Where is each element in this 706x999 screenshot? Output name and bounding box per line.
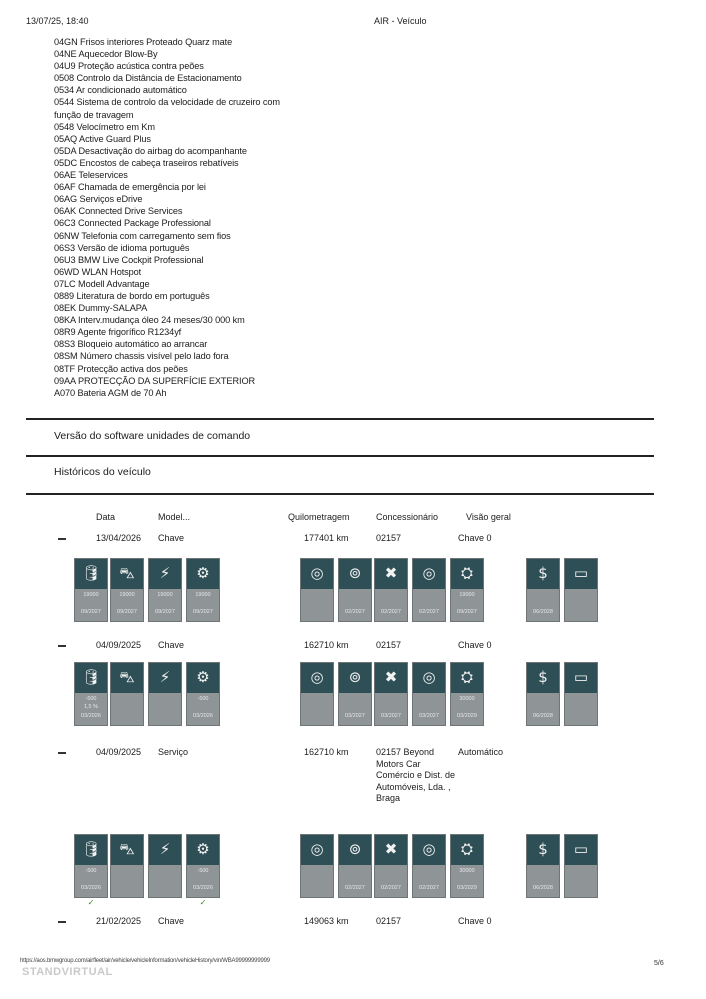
- tile-value: 03/2026: [193, 885, 213, 891]
- vehicle-check-icon: ✖: [384, 840, 398, 858]
- cell-overview: Automático: [458, 747, 504, 757]
- service-tile[interactable]: [74, 662, 108, 726]
- option-item: 05DC Encostos de cabeça traseiros rebatíveis: [54, 157, 239, 168]
- car-service-icon: ⛍: [119, 840, 135, 858]
- tile-value: -500: [85, 696, 97, 702]
- option-item: 06WD WLAN Hotspot: [54, 266, 142, 277]
- option-item: 08TF Protecção activa dos peões: [54, 363, 188, 374]
- tile-value: 02/2027: [419, 885, 439, 891]
- option-item: 0534 Ar condicionado automático: [54, 85, 187, 96]
- vehicle-check-icon: ✖: [384, 668, 398, 686]
- option-item: 08SM Número chassis visível pelo lado fora: [54, 351, 229, 362]
- tile-value: 09/2027: [81, 609, 101, 615]
- battery-icon: ▭: [573, 564, 589, 582]
- tile-value: 03/2029: [457, 885, 477, 891]
- tile-value: 02/2027: [381, 609, 401, 615]
- cell-mileage: 162710 km: [304, 640, 349, 650]
- brake-front-icon: ◎: [310, 564, 324, 582]
- service-tile[interactable]: [300, 662, 334, 726]
- service-tile[interactable]: [148, 662, 182, 726]
- cell-dealer: 02157: [376, 640, 402, 650]
- tile-value: 02/2027: [381, 885, 401, 891]
- inspection-lift-icon: ⛭: [460, 840, 473, 858]
- collapse-toggle[interactable]: [58, 921, 66, 923]
- service-tile[interactable]: [564, 662, 598, 726]
- service-tile[interactable]: [374, 834, 408, 898]
- service-tile[interactable]: [526, 662, 560, 726]
- brake-fluid-icon: ⊚: [348, 840, 362, 858]
- cell-dealer: 02157: [376, 533, 402, 543]
- cell-date: 21/02/2025: [96, 916, 142, 926]
- tile-value: -500: [85, 868, 97, 874]
- service-tile[interactable]: [412, 834, 446, 898]
- service-tile[interactable]: [74, 834, 108, 907]
- tile-value: 03/2026: [81, 713, 101, 719]
- service-tile[interactable]: [338, 662, 372, 726]
- cell-model: Chave: [158, 533, 185, 543]
- tile-value: 02/2027: [419, 609, 439, 615]
- section-vehicle-history[interactable]: Históricos do veículo: [54, 466, 151, 478]
- service-tile[interactable]: [526, 834, 560, 898]
- col-date[interactable]: Data: [96, 512, 116, 522]
- service-tile[interactable]: [186, 834, 220, 907]
- section-software-versions[interactable]: Versão do software unidades de comando: [54, 430, 251, 442]
- tile-value: 06/2028: [533, 885, 553, 891]
- tile-value: 09/2027: [193, 609, 213, 615]
- page-number: 5/6: [654, 960, 664, 967]
- tile-value: 1,5 %: [83, 704, 99, 710]
- option-item: 0548 Velocímetro em Km: [54, 121, 155, 132]
- service-tile[interactable]: [110, 558, 144, 622]
- col-model[interactable]: Model...: [158, 512, 191, 522]
- service-tile[interactable]: [564, 558, 598, 622]
- battery-icon: ▭: [573, 668, 589, 686]
- cell-overview: Chave 0: [458, 640, 492, 650]
- tile-value: 06/2028: [533, 713, 553, 719]
- cell-dealer: 02157: [376, 916, 402, 926]
- tile-value: 09/2027: [155, 609, 175, 615]
- print-datetime: 13/07/25, 18:40: [26, 16, 89, 26]
- collapse-toggle[interactable]: [58, 538, 66, 540]
- tile-value: -500: [197, 696, 209, 702]
- battery-icon: ▭: [573, 840, 589, 858]
- brake-front-icon: ◎: [310, 840, 324, 858]
- service-tile[interactable]: [450, 662, 484, 726]
- footer-url: https://aos.bmwgroup.com/airfleet/air/vehicle/vehicleInformation/vehicleHistory/vin/WBA99999999999: [20, 958, 270, 964]
- brake-fluid-icon: ⊚: [348, 668, 362, 686]
- service-tile[interactable]: [450, 558, 484, 622]
- brake-rear-icon: ◎: [422, 564, 436, 582]
- tile-value: 03/2026: [81, 885, 101, 891]
- service-tile[interactable]: [300, 558, 334, 622]
- tile-value: 03/2029: [457, 713, 477, 719]
- vehicle-check-icon: ✖: [384, 564, 398, 582]
- service-tile[interactable]: [374, 662, 408, 726]
- tile-value: 30000: [459, 696, 475, 702]
- tile-value: 19000: [83, 592, 99, 598]
- option-item: 06AF Chamada de emergência por lei: [54, 182, 206, 193]
- watermark: STANDVIRTUAL: [22, 966, 113, 978]
- car-service-icon: ⛍: [119, 668, 135, 686]
- tile-value: 30000: [459, 868, 475, 874]
- option-item: 04U9 Proteção acústica contra peões: [54, 61, 204, 72]
- cell-mileage: 149063 km: [304, 916, 349, 926]
- option-item: 04GN Frisos interiores Proteado Quarz mate: [54, 37, 233, 47]
- cell-model: Chave: [158, 916, 185, 926]
- collapse-toggle[interactable]: [58, 752, 66, 754]
- option-item: 0889 Literatura de bordo em português: [54, 290, 210, 301]
- service-tile[interactable]: [186, 662, 220, 726]
- option-item: 06S3 Versão de idioma português: [54, 242, 190, 253]
- emissions-icon: $: [538, 840, 548, 858]
- cell-date: 04/09/2025: [96, 640, 142, 650]
- cell-date: 13/04/2026: [96, 533, 142, 543]
- col-mileage[interactable]: Quilometragem: [288, 512, 350, 522]
- check-icon: ✓: [199, 898, 207, 907]
- option-item: 0508 Controlo da Distância de Estacionamento: [54, 73, 242, 84]
- emissions-icon: $: [538, 564, 548, 582]
- option-item: A070 Bateria AGM de 70 Ah: [54, 387, 167, 398]
- tile-value: 03/2027: [345, 713, 365, 719]
- cell-overview: Chave 0: [458, 533, 492, 543]
- service-tile[interactable]: [148, 834, 182, 898]
- service-tile[interactable]: [412, 558, 446, 622]
- service-tile[interactable]: [110, 834, 144, 898]
- emissions-icon: $: [538, 668, 548, 686]
- service-tile[interactable]: [300, 834, 334, 898]
- tile-value: 19000: [459, 592, 475, 598]
- check-icon: ✓: [87, 898, 95, 907]
- cell-date: 04/09/2025: [96, 747, 142, 757]
- brake-rear-icon: ◎: [422, 668, 436, 686]
- option-item: 06AE Teleservices: [54, 170, 128, 181]
- col-overview[interactable]: Visão geral: [466, 512, 511, 522]
- option-item: 05AQ Active Guard Plus: [54, 133, 151, 144]
- option-item: 06U3 BMW Live Cockpit Professional: [54, 254, 204, 265]
- cell-model: Chave: [158, 640, 185, 650]
- service-tile[interactable]: [338, 558, 372, 622]
- option-item: 06AG Serviços eDrive: [54, 194, 143, 205]
- option-item: 08S3 Bloqueio automático ao arrancar: [54, 339, 208, 350]
- spark-plug-icon: ⚡: [159, 840, 171, 858]
- tile-value: 03/2026: [193, 713, 213, 719]
- service-tile[interactable]: [186, 558, 220, 622]
- tile-value: -500: [197, 868, 209, 874]
- service-tile[interactable]: [148, 558, 182, 622]
- spark-plug-icon: ⚡: [159, 668, 171, 686]
- option-item: 09AA PROTECÇÃO DA SUPERFÍCIE EXTERIOR: [54, 375, 256, 386]
- tile-value: 19000: [157, 592, 173, 598]
- microfilter-icon: ⚙: [196, 840, 210, 858]
- service-tile[interactable]: [564, 834, 598, 898]
- cell-mileage: 162710 km: [304, 747, 349, 757]
- service-tile[interactable]: [74, 558, 108, 622]
- option-item: 05DA Desactivação do airbag do acompanhante: [54, 145, 247, 156]
- option-item: 08KA Interv.mudança óleo 24 meses/30 000 km: [54, 315, 245, 326]
- service-tile[interactable]: [338, 834, 372, 898]
- service-tile[interactable]: [374, 558, 408, 622]
- oil-can-icon: 🛢: [81, 840, 101, 858]
- cell-overview: Chave 0: [458, 916, 492, 926]
- option-item: 08EK Dummy-SALAPA: [54, 303, 148, 314]
- option-item: 0544 Sistema de controlo da velocidade de cruzeiro com: [54, 97, 280, 108]
- tile-value: 02/2027: [345, 885, 365, 891]
- tile-value: 06/2028: [533, 609, 553, 615]
- inspection-lift-icon: ⛭: [460, 668, 473, 686]
- tile-value: 09/2027: [117, 609, 137, 615]
- inspection-lift-icon: ⛭: [460, 564, 473, 582]
- divider: [26, 455, 654, 457]
- option-item: 06AK Connected Drive Services: [54, 206, 183, 217]
- service-tile[interactable]: [450, 834, 484, 898]
- cell-model: Serviço: [158, 747, 189, 757]
- option-item: 08R9 Agente frigorífico R1234yf: [54, 327, 182, 338]
- option-item: 04NE Aquecedor Blow-By: [54, 49, 158, 60]
- option-item: 07LC Modell Advantage: [54, 278, 150, 289]
- brake-fluid-icon: ⊚: [348, 564, 362, 582]
- cell-dealer: 02157 Beyond Motors Car Comércio e Dist. de Automóveis, Lda. , Braga: [376, 747, 456, 803]
- spark-plug-icon: ⚡: [159, 564, 171, 582]
- brake-rear-icon: ◎: [422, 840, 436, 858]
- col-dealer[interactable]: Concessionário: [376, 512, 439, 522]
- microfilter-icon: ⚙: [196, 564, 210, 582]
- option-item: 06C3 Connected Package Professional: [54, 218, 211, 229]
- service-tile[interactable]: [526, 558, 560, 622]
- divider: [26, 493, 654, 495]
- options-list: [54, 36, 354, 399]
- tile-value: 09/2027: [457, 609, 477, 615]
- oil-can-icon: 🛢: [81, 668, 101, 686]
- collapse-toggle[interactable]: [58, 645, 66, 647]
- tile-value: 03/2027: [419, 713, 439, 719]
- tile-value: 19000: [119, 592, 135, 598]
- cell-mileage: 177401 km: [304, 533, 349, 543]
- service-tile[interactable]: [412, 662, 446, 726]
- divider: [26, 418, 654, 420]
- tile-value: 03/2027: [381, 713, 401, 719]
- tile-value: 02/2027: [345, 609, 365, 615]
- oil-can-icon: 🛢: [81, 564, 101, 582]
- car-service-icon: ⛍: [119, 564, 135, 582]
- option-item: 06NW Telefonia com carregamento sem fios: [54, 230, 231, 241]
- print-title: AIR - Veículo: [374, 16, 427, 26]
- microfilter-icon: ⚙: [196, 668, 210, 686]
- brake-front-icon: ◎: [310, 668, 324, 686]
- tile-value: 19000: [195, 592, 211, 598]
- option-item: função de travagem: [54, 109, 134, 120]
- service-tile[interactable]: [110, 662, 144, 726]
